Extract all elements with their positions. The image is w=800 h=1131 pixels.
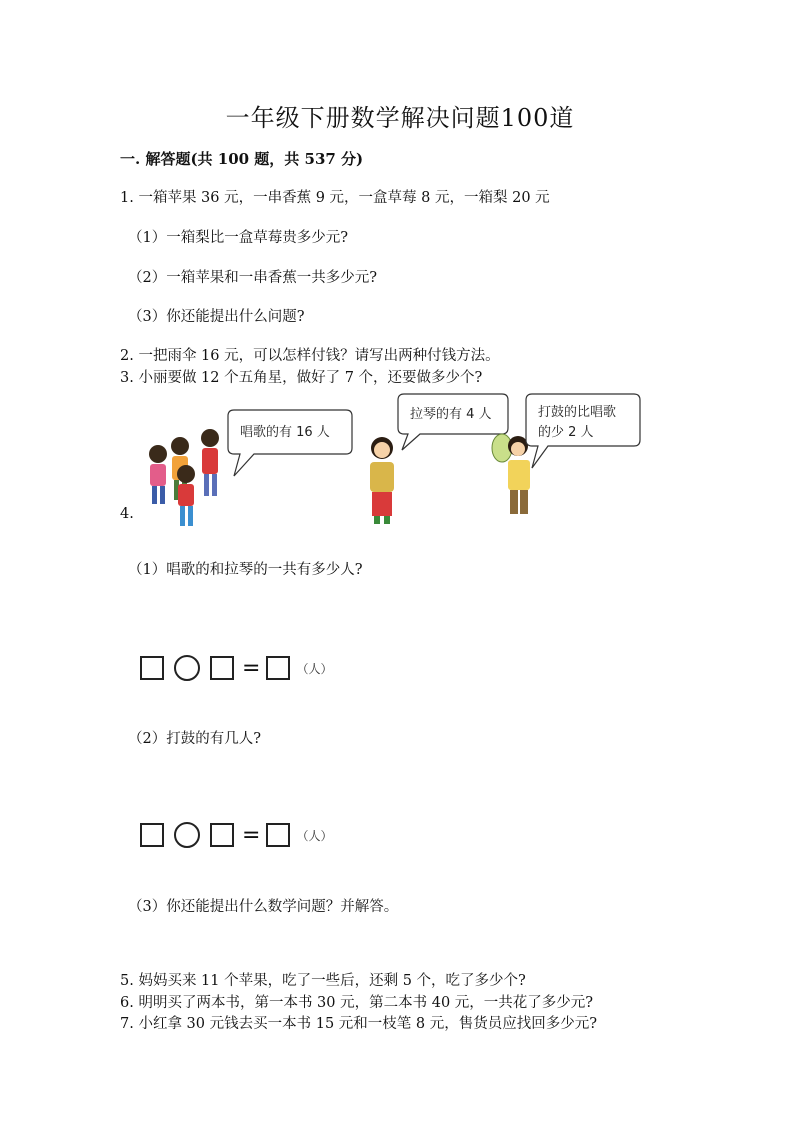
question-4-part-2: （2）打鼓的有几人? [128, 731, 261, 747]
operator-circle[interactable] [174, 655, 200, 681]
answer-equation-2 [140, 821, 332, 849]
answer-box[interactable] [210, 656, 234, 680]
answer-box[interactable] [210, 823, 234, 847]
question-4-part-3: （3）你还能提出什么数学问题？并解答。 [128, 899, 399, 915]
question-7: 7. 小红拿 30 元钱去买一本书 15 元和一枝笔 8 元，售货员应找回多少元? [120, 1016, 597, 1032]
unit-label: （人） [296, 828, 333, 843]
equals-sign: = [242, 822, 261, 848]
violin-player-figure [370, 437, 394, 524]
section-heading: 一. 解答题(共 100 题，共 537 分) [120, 150, 364, 168]
question-6: 6. 明明买了两本书，第一本书 30 元，第二本书 40 元，一共花了多少元? [120, 995, 594, 1011]
question-1-part-2: （2）一箱苹果和一串香蕉一共多少元? [128, 270, 377, 286]
answer-equation-1 [140, 654, 332, 682]
equals-sign: = [242, 655, 261, 681]
answer-box[interactable] [140, 823, 164, 847]
speech-bubble-drummer [526, 394, 640, 468]
unit-label: （人） [296, 661, 333, 676]
question-4-number: 4. [120, 506, 134, 522]
question-4-illustration [120, 388, 660, 538]
answer-box[interactable] [266, 823, 290, 847]
question-5: 5. 妈妈买来 11 个苹果，吃了一些后，还剩 5 个，吃了多少个? [120, 973, 526, 989]
question-4-part-1: （1）唱歌的和拉琴的一共有多少人? [128, 562, 363, 578]
page-title: 一年级下册数学解决问题100道 [225, 104, 575, 132]
speech-bubble-singing [228, 410, 352, 476]
drummer-figure [492, 434, 530, 514]
singing-children-figure [149, 429, 219, 526]
answer-box[interactable] [140, 656, 164, 680]
bubble-violin-text: 拉琴的有 4 人 [410, 407, 492, 422]
speech-bubble-violin [398, 394, 508, 450]
operator-circle[interactable] [174, 822, 200, 848]
question-1-part-3: （3）你还能提出什么问题? [128, 309, 305, 325]
answer-box[interactable] [266, 656, 290, 680]
question-3: 3. 小丽要做 12 个五角星，做好了 7 个，还要做多少个? [120, 370, 483, 386]
question-1: 1. 一箱苹果 36 元，一串香蕉 9 元，一盒草莓 8 元，一箱梨 20 元 [120, 190, 550, 206]
bubble-singing-text: 唱歌的有 16 人 [240, 425, 330, 440]
bubble-drummer-text-line1: 打鼓的比唱歌 [538, 405, 617, 420]
question-2: 2. 一把雨伞 16 元，可以怎样付钱？请写出两种付钱方法。 [120, 348, 500, 364]
bubble-drummer-text-line2: 的少 2 人 [538, 425, 594, 440]
question-1-part-1: （1）一箱梨比一盒草莓贵多少元? [128, 230, 348, 246]
